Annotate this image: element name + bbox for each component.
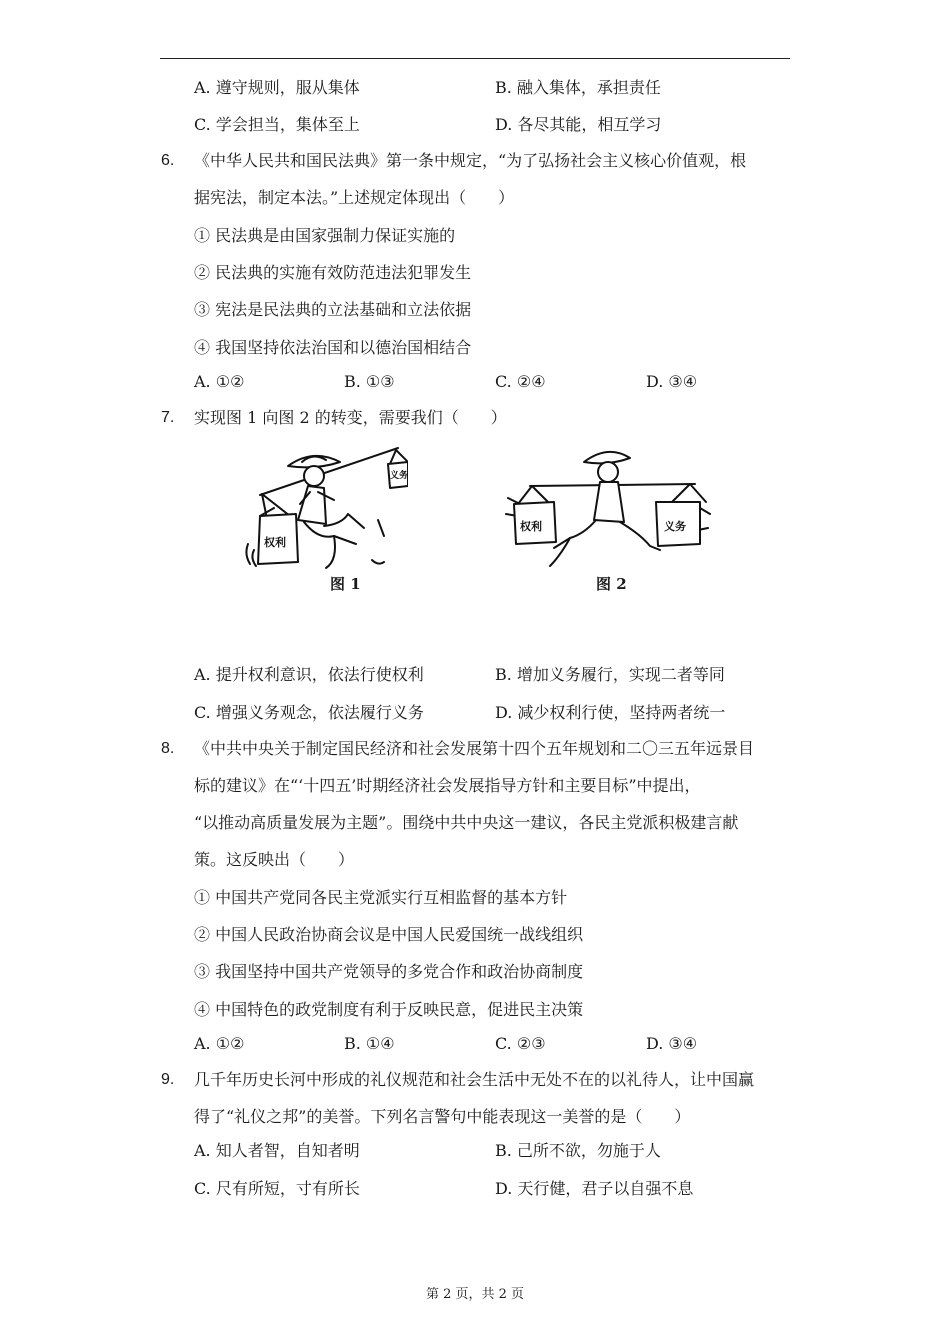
q8-stem-line1: 《中共中央关于制定国民经济和社会发展第十四个五年规划和二〇三五年远景目 [194, 739, 755, 758]
q6-stem-line2: 据宪法，制定本法。”上述规定体现出（ ） [194, 188, 515, 207]
q8-stem-line2: 标的建议》在“‘十四五’时期经济社会发展指导方针和主要目标”中提出， [194, 776, 701, 795]
q8-option-d: D. ③④ [646, 1034, 698, 1053]
q9-option-b: B. 己所不欲，勿施于人 [495, 1141, 661, 1160]
q6-option-c: C. ②④ [495, 372, 546, 391]
figure-2-illustration [500, 438, 715, 578]
figure-1-left-bag-label: 权利 [264, 536, 286, 549]
figure-2-left-bag-label: 权利 [520, 520, 542, 533]
q7-option-c: C. 增强义务观念，依法履行义务 [194, 703, 424, 722]
q7-option-b: B. 增加义务履行，实现二者等同 [495, 665, 725, 684]
q5-option-c: C. 学会担当，集体至上 [194, 115, 360, 134]
q5-option-b: B. 融入集体，承担责任 [495, 78, 661, 97]
q6-option-d: D. ③④ [646, 372, 698, 391]
page-footer: 第 2 页，共 2 页 [425, 1287, 525, 1302]
figure-1-right-bag-label: 义务 [390, 471, 408, 481]
header-rule [160, 58, 790, 59]
q7-number: 7. [161, 409, 175, 426]
q6-option-b: B. ①③ [344, 372, 395, 391]
q7-stem: 实现图 1 向图 2 的转变，需要我们（ ） [194, 408, 507, 427]
q8-item-4: ④ 中国特色的政党制度有利于反映民意，促进民主决策 [194, 1000, 584, 1019]
q8-stem-line3: “以推动高质量发展为主题”。围绕中共中央这一建议，各民主党派积极建言献 [194, 813, 739, 832]
q6-item-4: ④ 我国坚持依法治国和以德治国相结合 [194, 338, 472, 357]
q8-option-c: C. ②③ [495, 1034, 546, 1053]
figure-1-caption: 图 1 [330, 575, 361, 593]
q9-option-a: A. 知人者智，自知者明 [194, 1141, 360, 1160]
q9-stem-line1: 几千年历史长河中形成的礼仪规范和社会生活中无处不在的以礼待人，让中国赢 [194, 1070, 755, 1089]
q6-option-a: A. ①② [194, 372, 245, 391]
q8-stem-line4: 策。这反映出（ ） [194, 850, 355, 869]
figure-2-right-bag-label: 义务 [664, 520, 686, 533]
q8-item-3: ③ 我国坚持中国共产党领导的多党合作和政治协商制度 [194, 962, 584, 981]
q9-option-d: D. 天行健，君子以自强不息 [495, 1179, 694, 1198]
q9-stem-line2: 得了“礼仪之邦”的美誉。下列名言警句中能表现这一美誉的是（ ） [194, 1107, 691, 1126]
figure-1-illustration [238, 440, 408, 600]
q7-option-d: D. 减少权利行使，坚持两者统一 [495, 703, 726, 722]
q6-item-3: ③ 宪法是民法典的立法基础和立法依据 [194, 300, 472, 319]
figure-2-caption: 图 2 [596, 575, 627, 593]
q6-item-2: ② 民法典的实施有效防范违法犯罪发生 [194, 263, 472, 282]
q6-item-1: ① 民法典是由国家强制力保证实施的 [194, 226, 456, 245]
q8-item-1: ① 中国共产党同各民主党派实行互相监督的基本方针 [194, 888, 568, 907]
q6-stem-line1: 《中华人民共和国民法典》第一条中规定，“为了弘扬社会主义核心价值观，根 [194, 151, 747, 170]
q5-option-d: D. 各尽其能，相互学习 [495, 115, 662, 134]
q6-number: 6. [161, 152, 175, 169]
q8-item-2: ② 中国人民政治协商会议是中国人民爱国统一战线组织 [194, 925, 584, 944]
q8-number: 8. [161, 740, 175, 757]
q8-option-a: A. ①② [194, 1034, 245, 1053]
q7-option-a: A. 提升权利意识，依法行使权利 [194, 665, 424, 684]
q5-option-a: A. 遵守规则，服从集体 [194, 78, 360, 97]
q9-option-c: C. 尺有所短，寸有所长 [194, 1179, 360, 1198]
q9-number: 9. [161, 1071, 175, 1088]
q8-option-b: B. ①④ [344, 1034, 395, 1053]
